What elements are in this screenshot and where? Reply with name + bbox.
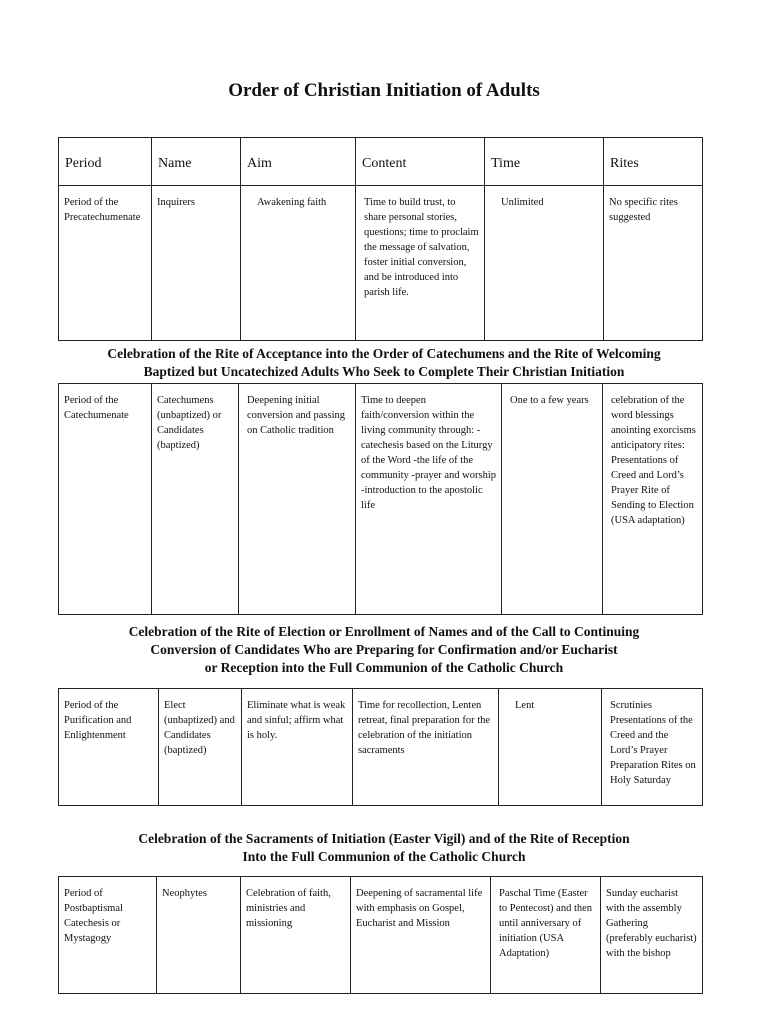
cell-content: Time to build trust, to share personal stories, questions; time to proclaim the message of salvation, foster initial conversion, and be introduced into parish life. xyxy=(356,186,485,341)
table-row xyxy=(59,689,703,806)
cell-time: Paschal Time (Easter to Pentecost) and then until anniversary of initiation (USA Adaptation) xyxy=(491,877,601,994)
cell-content: Time to deepen faith/conversion within the living community through: -catechesis based on the Liturgy of the Word -the life of the community -prayer and worship -introduction to the apostolic life xyxy=(356,384,502,615)
cell-rites: celebration of the word blessings anointing exorcisms anticipatory rites: Presentations of Creed and Lord’s Prayer Rite of Sending to Election (USA adaptation) xyxy=(603,384,703,615)
cell-name: Elect (unbaptized) and Candidates (baptized) xyxy=(159,689,242,806)
header-rites: Rites xyxy=(604,138,703,186)
cell-content: Deepening of sacramental life with emphasis on Gospel, Eucharist and Mission xyxy=(351,877,491,994)
table-row xyxy=(59,384,703,615)
cell-period: Period of the Purification and Enlightenment xyxy=(59,689,159,806)
table-header-row xyxy=(59,138,703,186)
header-time: Time xyxy=(485,138,604,186)
section-heading-line: Conversion of Candidates Who are Preparing for Confirmation and/or Eucharist xyxy=(150,642,618,657)
table-catechumenate xyxy=(58,383,703,615)
cell-period: Period of Postbaptismal Catechesis or Mystagogy xyxy=(59,877,157,994)
cell-time: One to a few years xyxy=(502,384,603,615)
cell-name: Catechumens (unbaptized) or Candidates (baptized) xyxy=(152,384,239,615)
cell-period: Period of the Precatechumenate xyxy=(59,186,152,341)
cell-aim: Eliminate what is weak and sinful; affirm what is holy. xyxy=(242,689,353,806)
header-aim: Aim xyxy=(241,138,356,186)
cell-time: Lent xyxy=(499,689,602,806)
page-title: Order of Christian Initiation of Adults xyxy=(228,80,540,101)
header-content: Content xyxy=(356,138,485,186)
section-heading-line: Celebration of the Rite of Election or Enrollment of Names and of the Call to Continuing xyxy=(128,624,640,639)
header-period: Period xyxy=(59,138,152,186)
cell-aim: Deepening initial conversion and passing on Catholic tradition xyxy=(239,384,356,615)
cell-rites: Sunday eucharist with the assembly Gathering (preferably eucharist) with the bishop xyxy=(601,877,703,994)
section-heading-acceptance xyxy=(40,345,728,381)
table-row xyxy=(59,186,703,341)
cell-time: Unlimited xyxy=(485,186,604,341)
section-heading-line: Baptized but Uncatechized Adults Who Seek to Complete Their Christian Initiation xyxy=(143,364,625,379)
cell-name: Neophytes xyxy=(157,877,241,994)
cell-rites: Scrutinies Presentations of the Creed and the Lord’s Prayer Preparation Rites on Holy Saturday xyxy=(602,689,703,806)
section-heading-sacraments xyxy=(40,830,728,866)
section-heading-line: Into the Full Communion of the Catholic Church xyxy=(242,849,526,864)
cell-rites: No specific rites suggested xyxy=(604,186,703,341)
table-purification xyxy=(58,688,703,806)
table-mystagogy xyxy=(58,876,703,994)
header-name: Name xyxy=(152,138,241,186)
section-heading-line: or Reception into the Full Communion of the Catholic Church xyxy=(204,660,564,675)
section-heading-line: Celebration of the Rite of Acceptance into the Order of Catechumens and the Rite of Welcoming xyxy=(107,346,661,361)
section-heading-line: Celebration of the Sacraments of Initiation (Easter Vigil) and of the Rite of Reception xyxy=(138,831,630,846)
cell-period: Period of the Catechumenate xyxy=(59,384,152,615)
section-heading-election xyxy=(40,623,728,677)
cell-aim: Celebration of faith, ministries and missioning xyxy=(241,877,351,994)
table-precatechumenate xyxy=(58,137,703,341)
cell-content: Time for recollection, Lenten retreat, final preparation for the celebration of the initiation sacraments xyxy=(353,689,499,806)
table-row xyxy=(59,877,703,994)
cell-aim: Awakening faith xyxy=(241,186,356,341)
cell-name: Inquirers xyxy=(152,186,241,341)
